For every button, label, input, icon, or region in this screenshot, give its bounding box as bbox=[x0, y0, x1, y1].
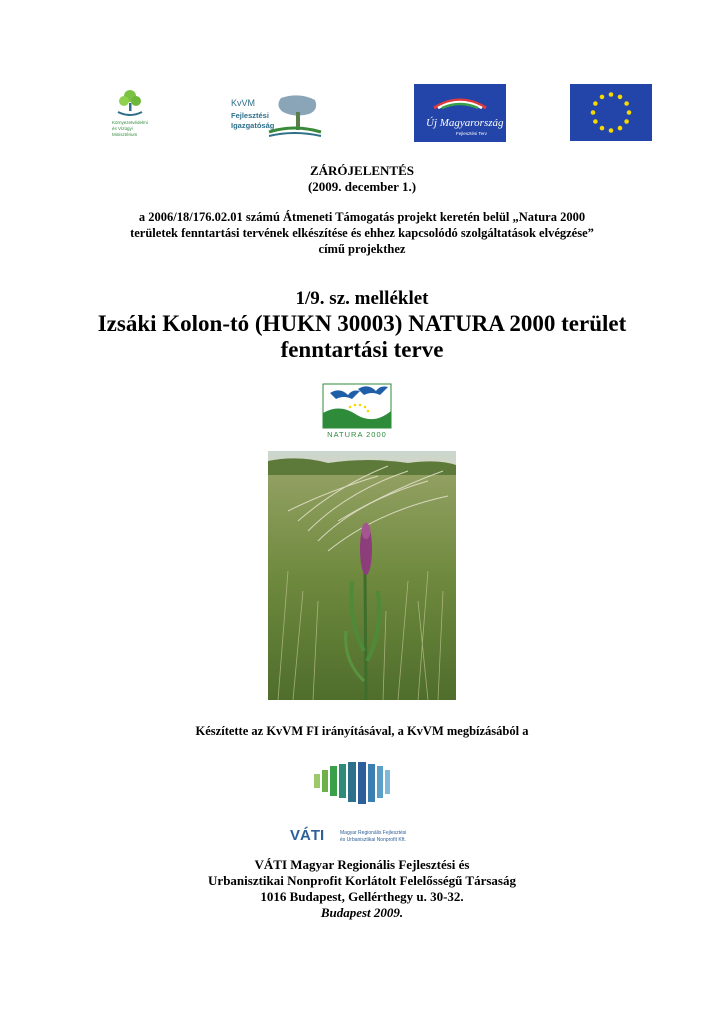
vati-bars-icon bbox=[314, 762, 390, 804]
eu-stars-icon bbox=[570, 84, 652, 141]
report-date: (2009. december 1.) bbox=[307, 179, 417, 194]
publisher-line-1: VÁTI Magyar Regionális Fejlesztési és bbox=[254, 857, 470, 872]
vati-logo bbox=[270, 760, 450, 852]
ujmo-sub: Fejlesztési Terv bbox=[456, 131, 487, 136]
kvvm-text-2: Igazgatóság bbox=[231, 121, 275, 130]
kvvm-abbr: KvVM bbox=[231, 98, 256, 108]
publisher-place-year: Budapest 2009. bbox=[320, 905, 404, 920]
ministry-name-1: Környezetvédelmi bbox=[112, 120, 148, 125]
publisher-line-2: Urbanisztikai Nonprofit Korlátolt Felelősségű Társaság bbox=[208, 873, 516, 888]
project-line-1: a 2006/18/176.02.01 számú Átmeneti Támogatás projekt keretén belül „Natura 2000 bbox=[138, 210, 586, 224]
report-title: ZÁRÓJELENTÉS bbox=[309, 163, 415, 178]
annex-label: 1/9. sz. melléklet bbox=[295, 288, 429, 309]
ujmo-text: Új Magyarország bbox=[426, 117, 504, 129]
ministry-name-3: Minisztérium bbox=[112, 132, 138, 137]
document-title-line-1: Izsáki Kolon-tó (HUKN 30003) NATURA 2000 terület bbox=[97, 311, 627, 336]
project-line-3: című projekthez bbox=[318, 242, 406, 256]
project-description bbox=[0, 209, 724, 257]
kvvm-text-1: Fejlesztési bbox=[231, 111, 269, 120]
ministry-logo bbox=[108, 88, 174, 148]
orchid-photo bbox=[268, 451, 456, 700]
vati-sub-1: Magyar Regionális Fejlesztési bbox=[340, 830, 407, 836]
vati-name: VÁTI bbox=[290, 827, 325, 844]
prepared-by: Készítette az KvVM FI irányításával, a KvVM megbízásából a bbox=[195, 724, 529, 738]
publisher-address: 1016 Budapest, Gellérthegy u. 30-32. bbox=[260, 889, 464, 904]
document-title-line-2: fenntartási terve bbox=[280, 337, 444, 362]
vati-sub-2: és Urbanisztikai Nonprofit Kft. bbox=[340, 837, 406, 843]
eu-flag-logo bbox=[570, 84, 652, 141]
natura-text: NATURA 2000 bbox=[327, 430, 387, 439]
document-title bbox=[0, 311, 724, 363]
project-line-2: területek fenntartási tervének elkészítése és ehhez kapcsolódó szolgáltatások elvégzése” bbox=[130, 226, 594, 240]
kvvm-logo bbox=[229, 92, 324, 142]
uj-magyarorszag-logo bbox=[414, 84, 506, 142]
ministry-name-2: és Vízügyi bbox=[112, 126, 133, 131]
publisher-block bbox=[0, 857, 724, 921]
natura-2000-logo bbox=[322, 383, 392, 439]
